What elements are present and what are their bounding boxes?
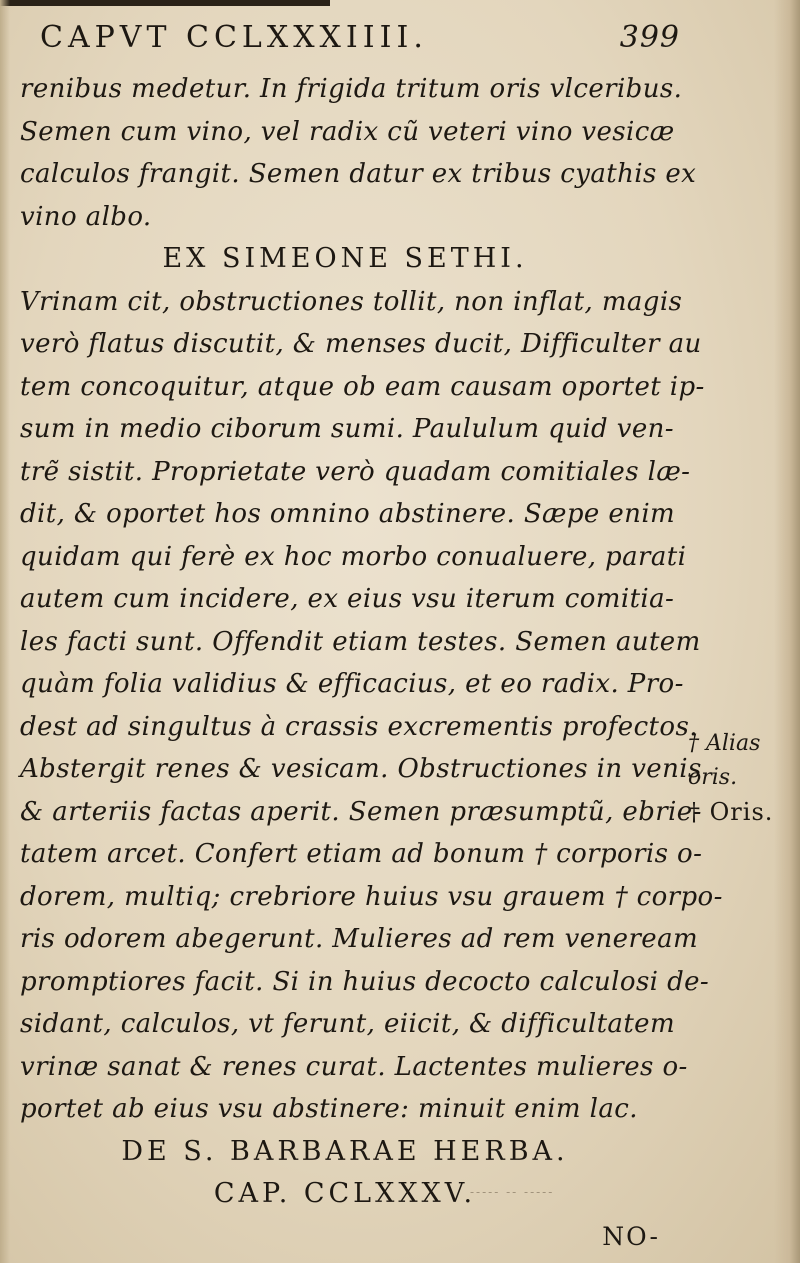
text-line: Abstergit renes & vesicam. Obstructiones in venis <box>20 754 702 784</box>
text-line: calculos frangit. Semen datur ex tribus cyathis ex <box>20 159 697 189</box>
text-line: quidam qui ferè ex hoc morbo conualuere, parati <box>20 541 687 572</box>
chapter-heading: DE S. BARBARAE HERBA. <box>121 1135 569 1167</box>
text-line: dorem, multiq; crebriore huius vsu grauem † corpo- <box>20 881 723 912</box>
text-line: sum in medio ciborum sumi. Paululum quid ven- <box>20 414 674 444</box>
margin-note: † Oris. <box>688 798 774 826</box>
faint-mark: ----- -- ----- <box>470 1185 555 1199</box>
text-line: promptiores facit. Si in huius decocto calculosi de- <box>20 966 710 997</box>
page-right-shadow <box>774 0 800 1263</box>
text-line: dit, & oportet hos omnino abstinere. Sæpe enim <box>20 499 676 529</box>
page-top-edge <box>0 0 330 6</box>
text-line: dest ad singultus à crassis excrementis profectos. <box>20 711 698 742</box>
margin-note: † Alias <box>688 731 761 756</box>
margin-notes <box>688 727 788 829</box>
text-line: Semen cum vino, vel radix cũ veteri vino vesicæ <box>20 116 675 147</box>
text-line: vino albo. <box>20 201 152 232</box>
text-line: sidant, calculos, vt ferunt, eiicit, & difficultatem <box>20 1009 676 1039</box>
chapter-title: CAPVT CCLXXXIIII. <box>40 20 428 55</box>
text-line: vrinæ sanat & renes curat. Lactentes mulieres o- <box>20 1051 688 1082</box>
text-line: portet ab eius vsu abstinere: minuit enim lac. <box>20 1094 638 1124</box>
chapter-number: CAP. CCLXXXV. <box>213 1178 477 1209</box>
page-number: 399 <box>619 20 680 55</box>
text-line: les facti sunt. Offendit etiam testes. Semen autem <box>20 626 701 657</box>
running-header <box>40 20 680 60</box>
text-line: tem concoquitur, atque ob eam causam oportet ip- <box>20 371 705 402</box>
body-text <box>20 68 723 1258</box>
text-line: tatem arcet. Confert etiam ad bonum † corporis o- <box>20 839 703 869</box>
catchword: NO- <box>602 1221 660 1251</box>
text-line: autem cum incidere, ex eius vsu iterum comitia- <box>20 584 675 614</box>
text-line: verò flatus discutit, & menses ducit, Difficulter au <box>20 329 702 359</box>
text-line: renibus medetur. In frigida tritum oris vlceribus. <box>20 74 683 104</box>
text-line: trẽ sistit. Proprietate verò quadam comitiales læ- <box>20 456 691 487</box>
text-line: quàm folia validius & efficacius, et eo radix. Pro- <box>20 669 684 699</box>
text-line: & arteriis factas aperit. Semen præsumptũ, ebrie- <box>20 796 702 827</box>
text-line: Vrinam cit, obstructiones tollit, non inflat, magis <box>20 286 683 317</box>
text-line: ris odorem abegerunt. Mulieres ad rem veneream <box>20 924 699 954</box>
section-heading: EX SIMEONE SETHI. <box>162 243 528 274</box>
page-left-shadow <box>0 0 10 1263</box>
margin-note: oris. <box>688 765 738 790</box>
